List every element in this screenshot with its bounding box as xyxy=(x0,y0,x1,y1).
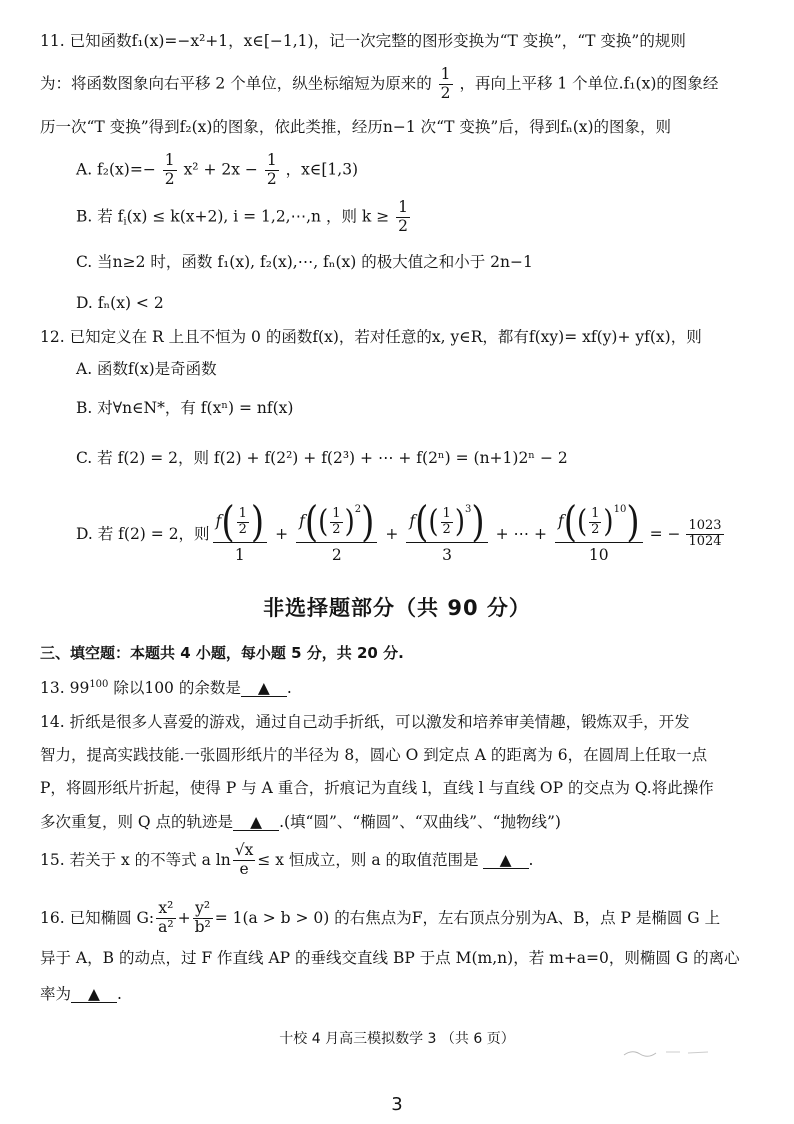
q13-answer-blank: ▲ xyxy=(241,680,287,697)
q11-option-b-pre: B. 若 f xyxy=(76,207,124,226)
q12-option-d xyxy=(76,497,726,564)
q11-option-b: B. 若 $f_i(x) \le k(x+2)$, i = 1,2,⋯,n ，则 k ≥ $\frac{1}{2}$ xyxy=(76,198,408,235)
q16-tail: . xyxy=(117,985,122,1003)
q11-line2-text-b: ，再向上平移 1 个单位.f₁(x)的图象经 xyxy=(459,74,719,93)
page-number: 3 xyxy=(391,1094,403,1115)
q16-frac-y xyxy=(193,900,213,937)
q11-option-a-frac1-den: 2 xyxy=(164,169,175,188)
q12-option-d-equals: = − xyxy=(649,524,681,543)
q12-d-plus-sign: + xyxy=(385,524,399,543)
q11-option-a-frac1-num: 1 xyxy=(164,151,175,169)
q15-tail: . xyxy=(528,850,534,869)
q11-half-num: 1 xyxy=(440,65,451,83)
q11-option-a xyxy=(76,152,358,189)
q12-d-plus-sign: + ⋯ + xyxy=(495,524,547,543)
q14-line4-post: .(填“圆”、“椭圆”、“双曲线”、“抛物线”) xyxy=(279,813,561,831)
q11-option-b-frac xyxy=(396,199,410,236)
q16-frac-x xyxy=(156,900,175,937)
page-footer: 十校 4 月高三模拟数学 3 （共 6 页） xyxy=(279,1031,515,1047)
q12-option-d-rhs-den: 1024 xyxy=(688,533,722,549)
part3-heading: 三、填空题：本题共 4 小题，每小题 5 分，共 20 分. xyxy=(40,644,404,662)
q16-line3 xyxy=(40,986,122,1003)
q11-option-a-frac2-num: 1 xyxy=(266,151,277,169)
q12-option-c: C. 若 f(2) = 2，则 f(2) + f(2²) + f(2³) + ⋯ + f(2ⁿ) = (n+1)2ⁿ − 2 xyxy=(76,449,568,467)
q14-line4 xyxy=(40,814,561,831)
q16-frac-y-den: b² xyxy=(194,917,211,936)
q16-answer-blank: ▲ xyxy=(71,986,117,1003)
q11-option-a-mid: x² + 2x − xyxy=(183,160,258,179)
q12-d-term-numerator: f(( $\frac{1}{2}$ )$^3$) xyxy=(406,505,487,543)
q14-line3: P，将圆形纸片折起，使得 P 与 A 重合，折痕记为直线 l，直线 l 与直线 OP 的交点为 Q.将此操作 xyxy=(40,779,714,797)
q11-half-den: 2 xyxy=(440,83,451,102)
q16-pre: 16. 已知椭圆 G: xyxy=(40,908,155,927)
q16-frac-x-num: x² xyxy=(156,900,175,919)
q16-line1 xyxy=(40,900,720,937)
scan-smudge-mark xyxy=(622,1046,712,1060)
q15 xyxy=(40,842,533,879)
q12-option-d-rhs-num: 1023 xyxy=(688,517,722,533)
q12-d-plus-sign: + xyxy=(275,524,289,543)
q11-line2-text-a: 为：将函数图象向右平移 2 个单位，纵坐标缩短为原来的 xyxy=(40,74,432,93)
q16-frac-x-den: a² xyxy=(158,917,174,936)
q16-frac-y-num: y² xyxy=(193,900,213,919)
q12-d-term-numerator: f(( $\frac{1}{2}$ )$^2$) xyxy=(296,505,377,543)
q12-d-term-denominator: 2 xyxy=(331,546,342,564)
q15-fraction-den: e xyxy=(239,859,249,878)
q12-option-a: A. 函数f(x)是奇函数 xyxy=(76,360,217,378)
q11-option-a-frac1 xyxy=(163,152,177,189)
q15-answer-blank: ▲ xyxy=(483,852,529,869)
q11-line2 xyxy=(40,66,718,103)
q12-d-term-denominator: 1 xyxy=(234,546,245,564)
q13-post: 除以100 的余数是 xyxy=(108,679,241,697)
section-title: 非选择题部分（共 90 分） xyxy=(263,596,531,620)
q11-option-b-frac-num: 1 xyxy=(398,198,408,216)
q11-option-a-frac2 xyxy=(265,152,279,189)
q14-line2: 智力，提高实践技能.一张圆形纸片的半径为 8，圆心 O 到定点 A 的距离为 6，在圆周上任取一点 xyxy=(40,746,708,764)
q12-d-term-denominator: 3 xyxy=(442,546,452,564)
q15-fraction xyxy=(233,842,256,879)
q12-d-term xyxy=(296,497,377,564)
q13-tail: . xyxy=(286,679,292,697)
q11-option-b-frac-den: 2 xyxy=(398,216,408,235)
q12-d-term xyxy=(555,497,643,564)
q12-option-d-rhs xyxy=(686,519,723,550)
q12-option-b: B. 对∀n∈N*，有 f(xⁿ) = nf(x) xyxy=(76,399,294,417)
q11-option-a-frac2-den: 2 xyxy=(266,169,277,188)
q16-plus: + xyxy=(177,908,191,927)
q13-pre: 13. 99 xyxy=(40,679,90,697)
q16-eq: = 1(a > b > 0) 的右焦点为F，左右顶点分别为A、B，点 P 是椭圆 G 上 xyxy=(214,908,721,927)
q12-option-d-terms xyxy=(210,497,646,564)
q13 xyxy=(40,680,292,697)
q11-line1: 11. 已知函数f₁(x)=−x²+1，x∈[−1,1)，记一次完整的图形变换为“T 变换”，“T 变换”的规则 xyxy=(40,32,686,50)
q11-option-c: C. 当n≥2 时，函数 f₁(x), f₂(x),⋯, fₙ(x) 的极大值之和小于 2n−1 xyxy=(76,253,533,271)
q12-d-term-numerator: f(( $\frac{1}{2}$ )$^{10}$) xyxy=(555,505,643,543)
q12-option-d-pre: D. 若 f(2) = 2，则 xyxy=(76,524,210,543)
q15-post: ≤ x 恒成立，则 a 的取值范围是 xyxy=(257,850,479,869)
q12-d-term-denominator: 10 xyxy=(588,546,609,564)
q11-option-b-mid: (x) ≤ k(x+2), i = 1,2,⋯,n ，则 k ≥ xyxy=(126,207,390,226)
q15-pre: 15. 若关于 x 的不等式 a ln xyxy=(40,850,231,869)
q11-option-a-post: ，x∈[1,3) xyxy=(285,160,359,179)
q11-option-d: D. fₙ(x) < 2 xyxy=(76,294,164,312)
q15-fraction-num: √x xyxy=(234,841,254,859)
q14-answer-blank: ▲ xyxy=(233,814,279,831)
q12-d-term xyxy=(213,497,268,564)
q14-line4-pre: 多次重复，则 Q 点的轨迹是 xyxy=(40,813,234,831)
q11-option-a-pre: A. f₂(x)=− xyxy=(76,160,156,179)
q16-line2: 异于 A，B 的动点，过 F 作直线 AP 的垂线交直线 BP 于点 M(m,n)，若 m+a=0，则椭圆 G 的离心 xyxy=(40,949,740,967)
q12-line1: 12. 已知定义在 R 上且不恒为 0 的函数f(x)，若对任意的x, y∈R，都有f(xy)= xf(y)+ yf(x)，则 xyxy=(40,328,702,346)
q12-d-term-numerator: f( $\frac{1}{2}$ ) xyxy=(213,505,268,543)
q11-half-fraction xyxy=(439,66,453,103)
q14-line1: 14. 折纸是很多人喜爱的游戏，通过自己动手折纸，可以激发和培养审美情趣，锻炼双手，开发 xyxy=(40,713,690,731)
q16-line3-pre: 率为 xyxy=(40,985,72,1003)
q13-exponent: 100 xyxy=(89,679,109,690)
q11-line3: 历一次“T 变换”得到f₂(x)的图象，依此类推，经历n−1 次“T 变换”后，得到fₙ(x)的图象，则 xyxy=(40,118,672,136)
q12-d-term xyxy=(406,497,487,564)
